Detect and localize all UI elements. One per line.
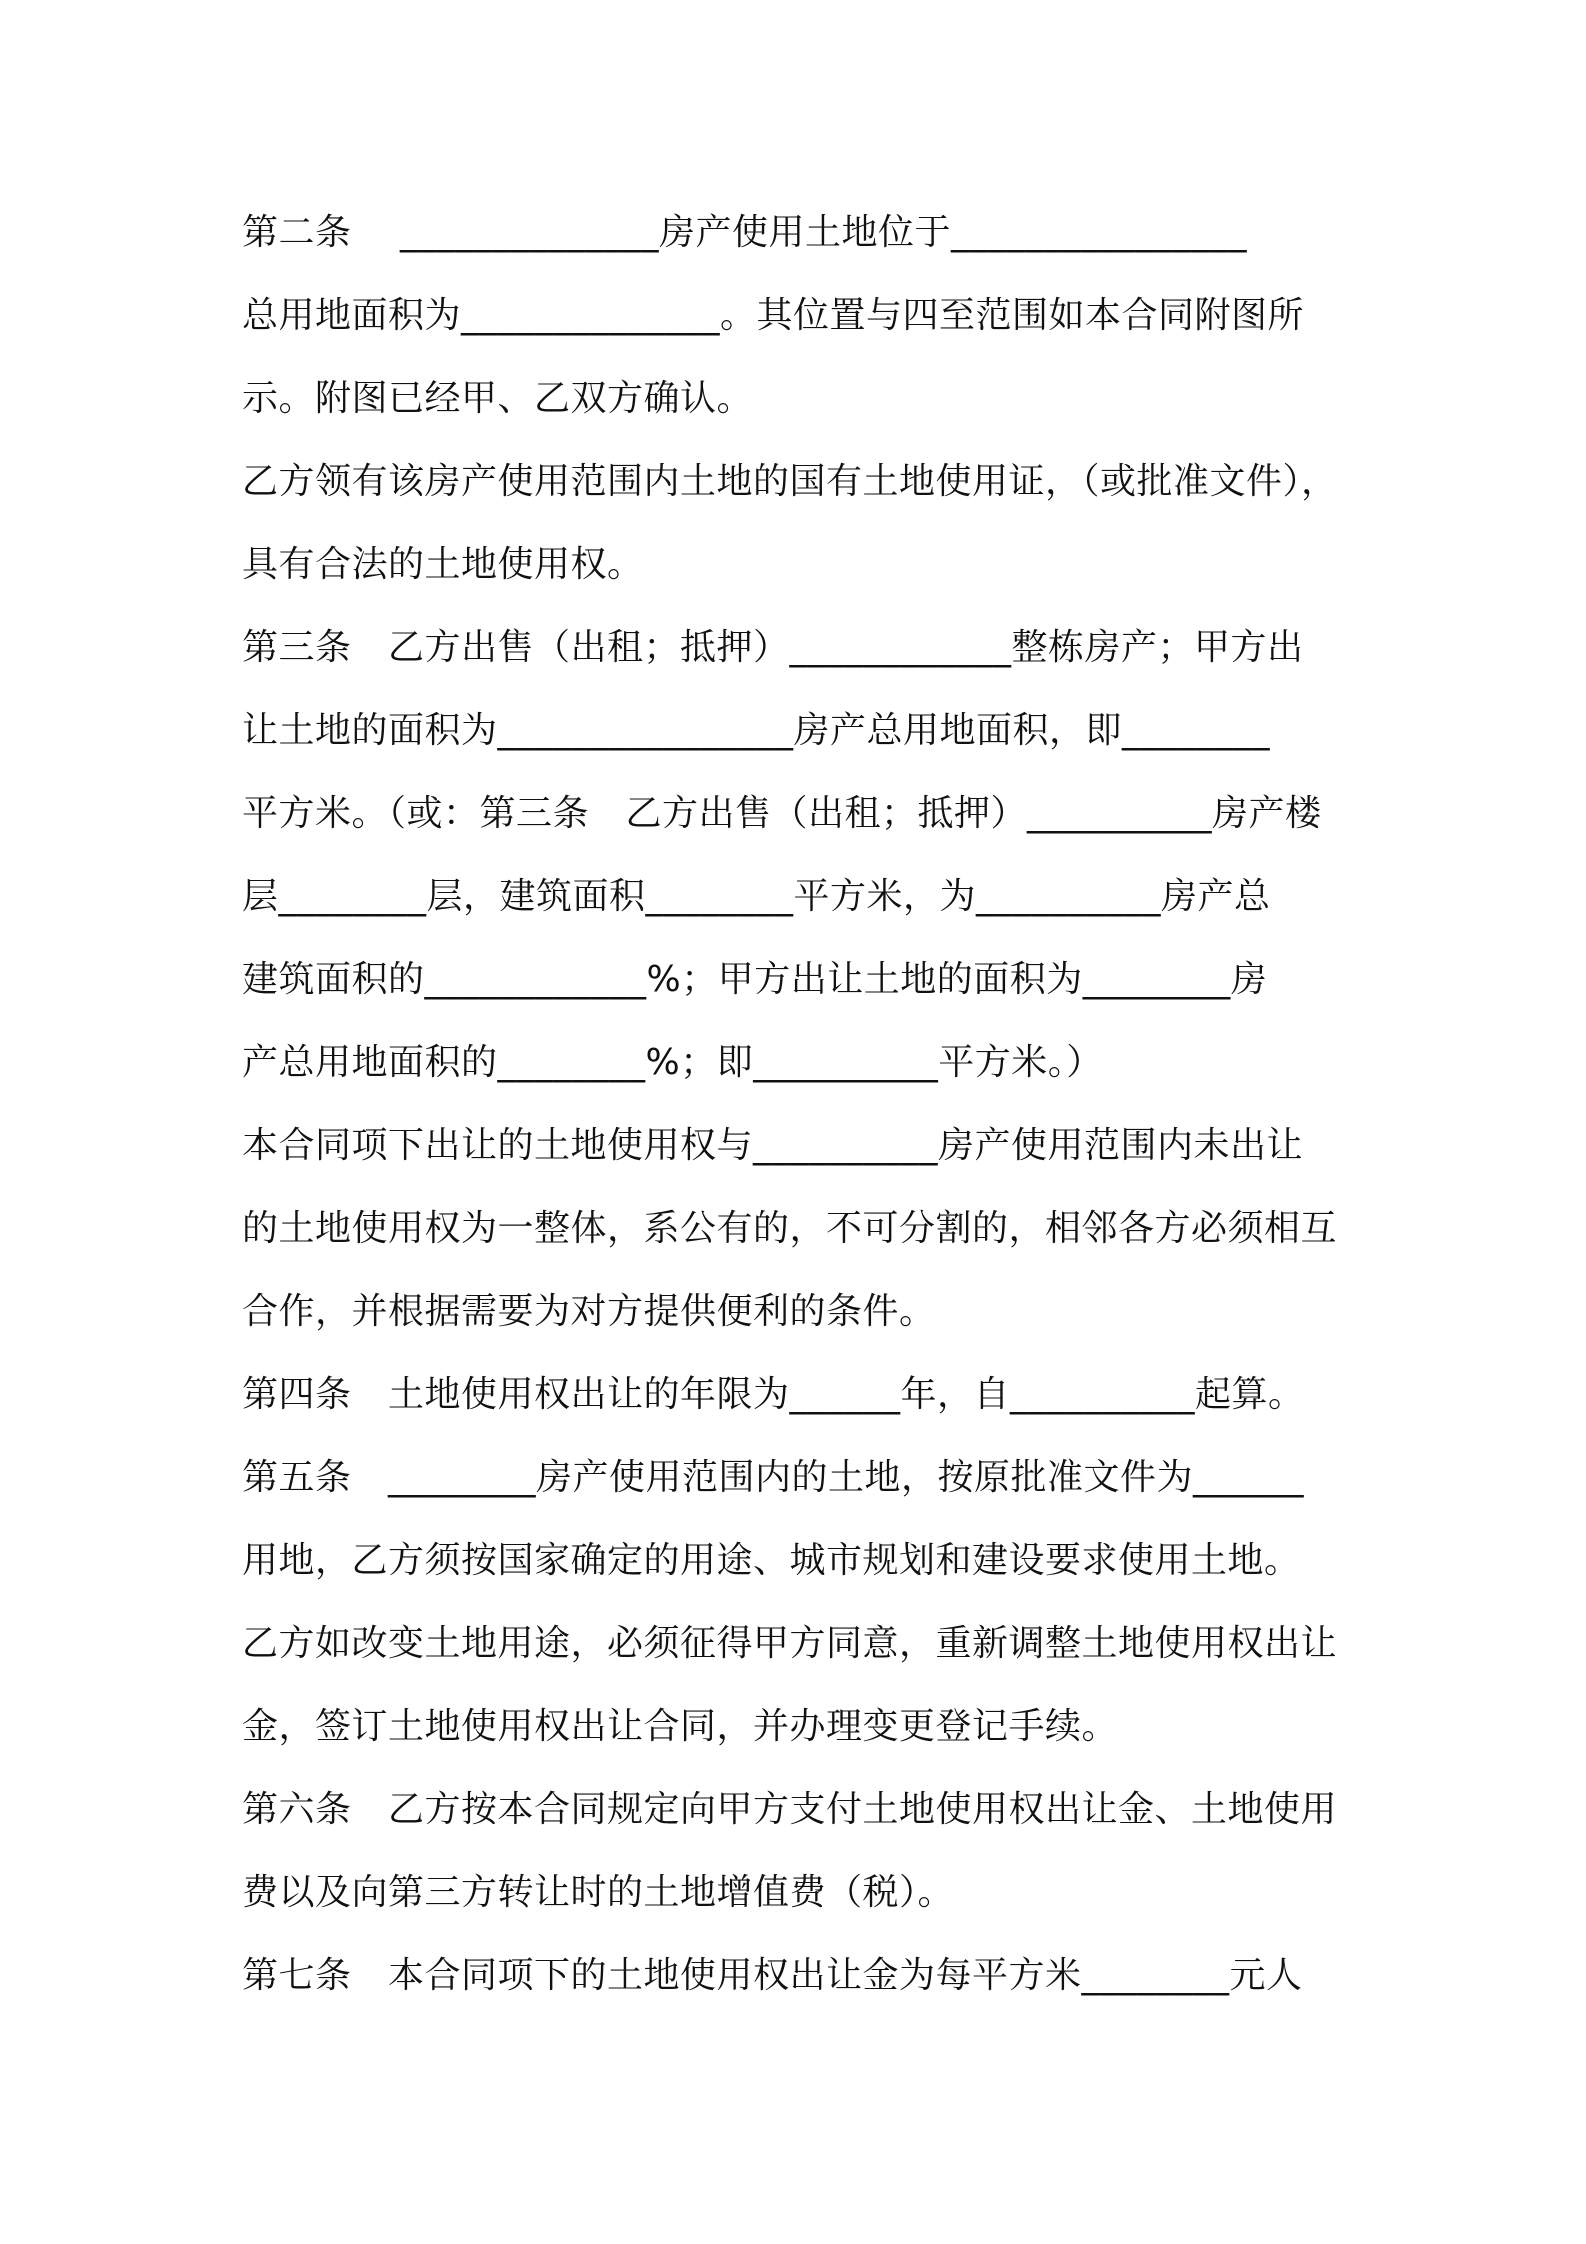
text-line-15: 第四条 土地使用权出让的年限为______年，自__________起算。 [242,1374,1305,1415]
text-line-1: 第二条 ______________房产使用土地位于________________ [242,212,1247,253]
text-line-17: 用地，乙方须按国家确定的用途、城市规划和建设要求使用土地。 [242,1540,1301,1581]
text-line-9: 层________层，建筑面积________平方米，为__________房产总 [242,876,1271,917]
text-line-10: 建筑面积的____________%；甲方出让土地的面积为________房 [242,959,1268,1000]
text-line-20: 第六条 乙方按本合同规定向甲方支付土地使用权出让金、土地使用 [242,1789,1338,1830]
text-line-19: 金，签订土地使用权出让合同，并办理变更登记手续。 [242,1706,1119,1747]
text-line-7: 让土地的面积为________________房产总用地面积，即________ [242,710,1271,751]
text-line-13: 的土地使用权为一整体，系公有的，不可分割的，相邻各方必须相互 [242,1208,1338,1249]
text-line-12: 本合同项下出让的土地使用权与__________房产使用范围内未出让 [242,1125,1304,1166]
text-line-4: 乙方领有该房产使用范围内土地的国有土地使用证，（或批准文件）， [242,461,1338,502]
text-line-21: 费以及向第三方转让时的土地增值费（税）。 [242,1872,955,1913]
text-line-3: 示。附图已经甲、乙双方确认。 [242,378,754,419]
text-line-6: 第三条 乙方出售（出租；抵押）____________整栋房产；甲方出 [242,627,1304,668]
text-line-16: 第五条 ________房产使用范围内的土地，按原批准文件为______ [242,1457,1305,1498]
text-line-5: 具有合法的土地使用权。 [242,544,644,585]
text-line-2: 总用地面积为______________。其位置与四至范围如本合同附图所 [242,295,1305,336]
text-line-18: 乙方如改变土地用途，必须征得甲方同意，重新调整土地使用权出让 [242,1623,1338,1664]
text-line-8: 平方米。（或：第三条 乙方出售（出租；抵押）__________房产楼 [242,793,1322,834]
text-line-11: 产总用地面积的________%；即__________平方米。） [242,1042,1103,1083]
text-line-14: 合作，并根据需要为对方提供便利的条件。 [242,1291,936,1332]
text-line-22: 第七条 本合同项下的土地使用权出让金为每平方米________元人 [242,1955,1303,1996]
